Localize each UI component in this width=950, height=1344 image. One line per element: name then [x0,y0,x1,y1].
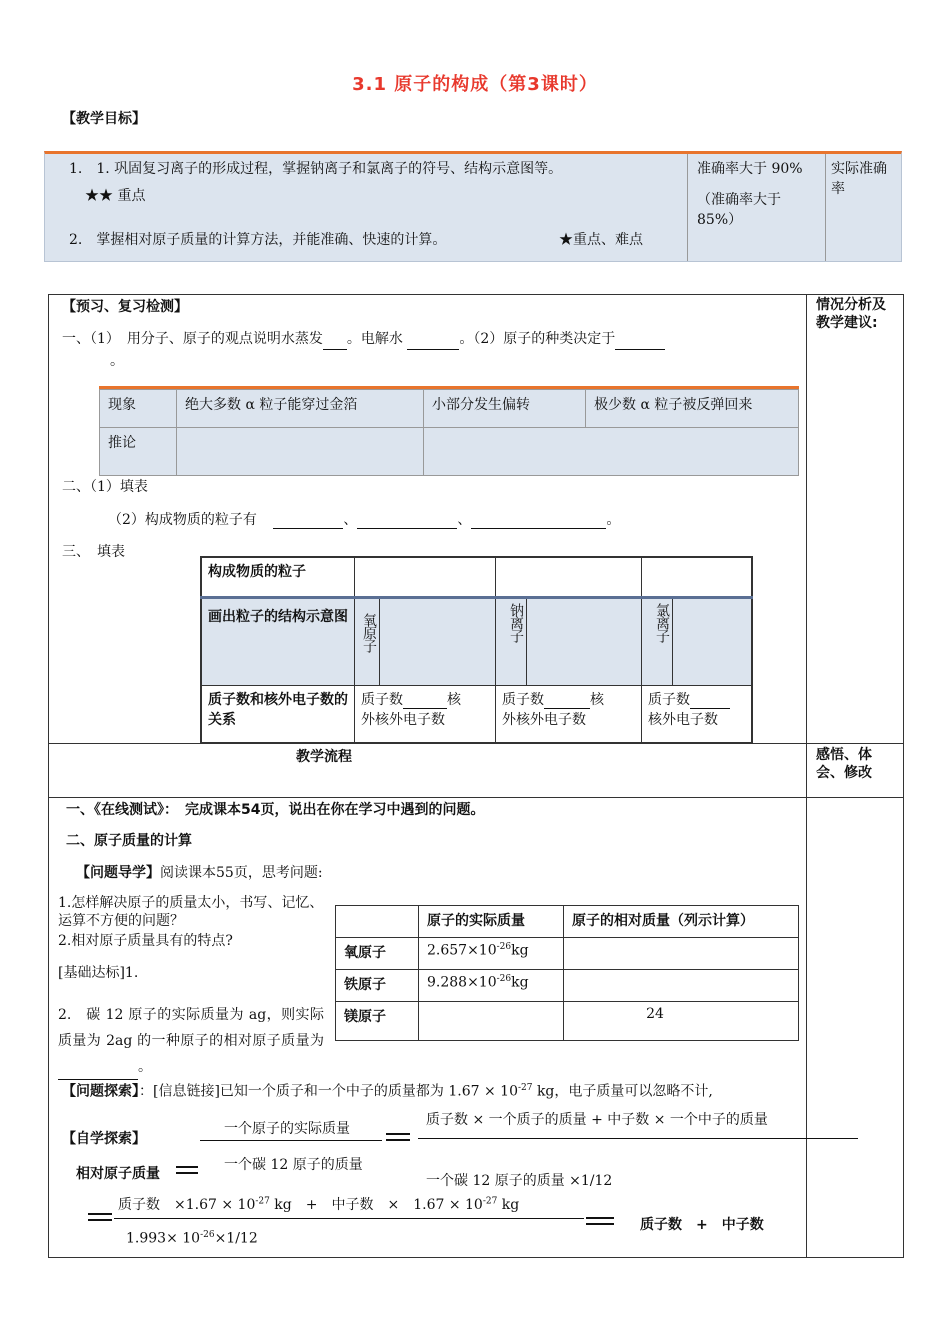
goal-item-2-mark: ★重点、难点 [559,232,643,248]
mass-header-cell: 原子的相对质量（列示计算） [564,906,799,938]
formula-result: 质子数 + 中子数 [640,1217,764,1233]
oxygen-label: 氧原子 [355,599,380,685]
num3-b: kg + 中子数 × 1.67 × 10 [269,1197,483,1213]
mass-exp: -26 [496,942,512,952]
q1-blank-2[interactable] [407,335,459,350]
flow-s2: 二、原子质量的计算 [66,833,192,849]
q1-blank-1[interactable] [323,335,347,350]
num3-c: kg [497,1197,520,1213]
q1-text-b: 。电解水 [346,331,403,347]
self-study-label: 【自学探索】 [62,1131,146,1147]
table1-cell: 推论 [100,428,177,476]
explore-exp: -27 [518,1083,533,1093]
relation-proton-label: 质子数 [502,691,544,708]
goals-header: 【教学目标】 [62,111,146,127]
table1-cell: 小部分发生偏转 [424,390,586,428]
relation-electron-label: 核外电子数 [648,711,718,728]
mass-unit: kg [511,942,529,959]
flow-header: 教学流程 [296,749,352,765]
mass-base: 9.288×10 [427,974,497,991]
q2-end: 。 [606,512,621,528]
goal-accuracy-target-2: （准确率大于 85%） [697,192,781,228]
relation-blank[interactable] [403,694,447,709]
mass-header-cell [336,906,419,938]
sodium-label: 钠离子 [496,599,527,685]
relative-mass-label: 相对原子质量 [76,1166,160,1182]
structure-row-label: 画出粒子的结构示意图 [201,597,355,685]
q1-blank-3[interactable] [615,335,665,350]
question-b: 2.相对原子质量具有的特点? [58,933,233,949]
equals-sign [88,1213,112,1221]
formula-denominator-2: 一个碳 12 原子的质量 ×1/12 [426,1173,613,1189]
preview-q2-2 [108,509,620,529]
equals-sign [586,1217,614,1225]
mass-rel-cell: 24 [564,1002,799,1041]
particle-row-label: 构成物质的粒子 [201,557,355,597]
fraction-line-3 [114,1218,584,1219]
fraction-line-2 [418,1138,858,1139]
analysis-header: 情况分析及教学建议: [816,297,886,331]
mass-exp: -26 [496,974,512,984]
relation-cell[interactable]: 质子数 核 外核外电子数 [355,685,496,743]
guide-line [76,862,323,882]
basic-target: [基础达标]1. [58,965,139,981]
formula-numerator-1: 一个原子的实际质量 [224,1121,350,1137]
relation-proton-label: 质子数 [648,691,690,708]
formula-denominator-3 [126,1230,258,1247]
guide-label: 【问题导学】 [76,865,160,881]
table1-cell: 绝大多数 α 粒子能穿过金箔 [177,390,424,428]
num3-exp-2: -27 [482,1196,498,1207]
reflection-header: 感悟、体会、修改 [816,747,872,781]
goal-accuracy-target: 准确率大于 90% [697,161,803,177]
q2-blank-2[interactable] [357,514,457,529]
relation-cell[interactable]: 质子数 核 外核外电子数 [496,685,642,743]
sodium-cell[interactable] [496,597,642,685]
mass-header-cell: 原子的实际质量 [419,906,564,938]
relation-blank[interactable] [544,694,590,709]
q2-sep-2: 、 [457,512,472,528]
q2-text: （2）构成物质的粒子有 [108,512,257,528]
explore-label: 【问题探索】 [62,1083,139,1100]
explore-text-a: ：[信息链接]已知一个质子和一个中子的质量都为 1.67 × 10 [139,1083,518,1100]
question-2-text: 2. 碳 12 原子的实际质量为 ag，则实际质量为 2ag 的一种原子的相对原子质量为 [58,1007,324,1049]
goal-item-1-mark: ★★ 重点 [85,188,146,204]
explore-text-b: kg，电子质量可以忽略不计, [532,1083,713,1100]
question-2 [58,1002,324,1080]
q2-blank-1[interactable] [273,514,343,529]
q2-blank-3[interactable] [471,514,606,529]
mass-rel-cell[interactable] [564,938,799,970]
goals-box [44,151,902,262]
preview-q2-1: 二、（1）填表 [62,479,148,495]
mass-actual-cell [419,938,564,970]
table1-cell: 极少数 α 粒子被反弹回来 [586,390,799,428]
num3-a: 质子数 ×1.67 × 10 [118,1197,256,1213]
scattering-table [99,389,799,476]
relation-proton-label: 质子数 [361,691,403,708]
formula-numerator-3 [118,1194,519,1214]
q2-sep-1: 、 [343,512,358,528]
den3-exp: -26 [200,1230,215,1240]
formula-numerator-2: 质子数 × 一个质子的质量 + 中子数 × 一个中子的质量 [426,1112,768,1128]
page-title: 3.1 原子的构成（第3课时） [352,74,598,95]
particle-table [200,556,753,744]
num3-exp: -27 [255,1196,270,1207]
explore-text [62,1078,802,1102]
mass-unit: kg [511,974,529,991]
mass-row-name: 镁原子 [336,1002,419,1041]
table1-cell: 现象 [100,390,177,428]
relation-row-label: 质子数和核外电子数的关系 [201,685,355,743]
goal-actual-accuracy: 实际准确率 [831,161,887,197]
mass-rel-cell[interactable] [564,970,799,1002]
relation-cell[interactable] [642,685,753,743]
question-2-end: 。 [138,1059,152,1075]
mass-row-name: 氧原子 [336,938,419,970]
relation-electron-label: 核外电子数 [516,711,586,728]
goal-item-2: 2. 掌握相对原子质量的计算方法，并能准确、快速的计算。 [69,232,447,248]
formula-denominator-1: 一个碳 12 原子的质量 [224,1157,363,1173]
mass-base: 2.657×10 [427,942,497,959]
preview-q3: 三、 填表 [62,544,125,560]
question-a: 1.怎样解决原子的质量太小，书写、记忆、运算不方便的问题？ [58,895,324,929]
oxygen-cell[interactable] [355,597,496,685]
mass-actual-cell [419,970,564,1002]
relation-blank[interactable] [690,694,730,709]
q1-text-c: 。（2）原子的种类决定于 [459,331,616,347]
relation-electron-label: 核外电子数 [375,711,445,728]
scattering-table-box [99,386,799,476]
particle-cell[interactable] [355,557,496,597]
flow-s1: 一、《在线测试》： 完成课本54页，说出在你在学习中遇到的问题。 [66,802,485,818]
den3-b: ×1/12 [214,1230,258,1247]
guide-text: 阅读课本55页，思考问题: [160,865,323,881]
mass-actual-cell[interactable] [419,1002,564,1041]
mass-row-name: 铁原子 [336,970,419,1002]
particle-cell[interactable] [642,557,753,597]
particle-cell[interactable] [496,557,642,597]
chlorine-label: 氯离子 [642,599,673,685]
goal-item-1: 1. 1. 巩固复习离子的形成过程，掌握钠离子和氯离子的符号、结构示意图等。 [69,161,563,177]
table1-cell[interactable] [424,428,799,476]
equals-sign [386,1133,410,1141]
preview-header: 【预习、复习检测】 [62,299,188,315]
table1-cell[interactable] [177,428,424,476]
mass-table [335,905,799,1041]
q1-text-a: 一、（1） 用分子、原子的观点说明水蒸发 [62,331,323,347]
den3-a: 1.993× 10 [126,1230,201,1247]
q1-text-d: 。 [110,353,124,369]
fraction-line-1 [200,1140,382,1141]
chlorine-cell[interactable] [642,597,753,685]
equals-sign [176,1166,198,1174]
preview-q1 [62,328,792,372]
